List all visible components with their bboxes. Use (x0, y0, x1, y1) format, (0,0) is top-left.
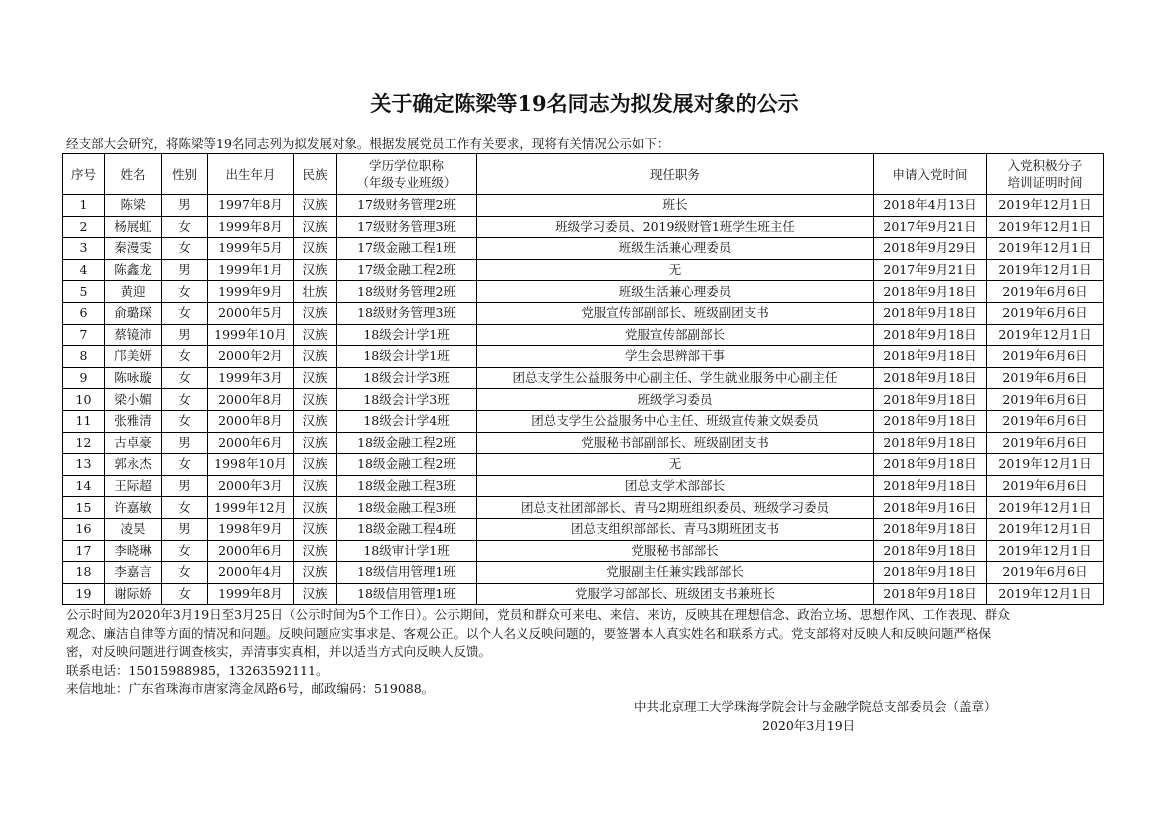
cell-activist-date: 2019年12月1日 (987, 259, 1104, 281)
table-row (63, 238, 1104, 260)
cell-name: 王际超 (105, 475, 162, 497)
candidates-table (62, 153, 1104, 605)
cell-gender: 女 (162, 346, 208, 368)
cell-activist-date: 2019年12月1日 (987, 583, 1104, 605)
cell-education: 18级金融工程4班 (337, 518, 477, 540)
cell-birth: 1999年12月 (208, 497, 294, 519)
cell-seq: 6 (63, 302, 105, 324)
cell-education: 17级金融工程2班 (337, 259, 477, 281)
cell-gender: 男 (162, 432, 208, 454)
cell-birth: 1999年5月 (208, 238, 294, 260)
cell-name: 凌昊 (105, 518, 162, 540)
cell-education: 18级金融工程3班 (337, 475, 477, 497)
cell-gender: 女 (162, 454, 208, 476)
cell-gender: 女 (162, 497, 208, 519)
table-row (63, 216, 1104, 238)
cell-birth: 2000年3月 (208, 475, 294, 497)
cell-position: 无 (477, 259, 874, 281)
cell-activist-date: 2019年12月1日 (987, 195, 1104, 217)
cell-seq: 4 (63, 259, 105, 281)
cell-gender: 女 (162, 540, 208, 562)
cell-position: 党服宣传部副部长、班级副团支书 (477, 302, 874, 324)
cell-activist-date: 2019年6月6日 (987, 432, 1104, 454)
header-activist-line2: 培训证明时间 (1007, 175, 1083, 190)
cell-apply-date: 2018年9月18日 (874, 410, 987, 432)
cell-birth: 2000年6月 (208, 432, 294, 454)
header-name: 姓名 (105, 154, 162, 195)
header-position: 现任职务 (477, 154, 874, 195)
cell-education: 18级信用管理1班 (337, 583, 477, 605)
cell-name: 杨展虹 (105, 216, 162, 238)
cell-education: 18级审计学1班 (337, 540, 477, 562)
contact-address: 来信地址：广东省珠海市唐家湾金凤路6号，邮政编码：519088。 (66, 681, 435, 696)
table-row (63, 302, 1104, 324)
cell-gender: 女 (162, 281, 208, 303)
cell-seq: 11 (63, 410, 105, 432)
cell-education: 17级财务管理2班 (337, 195, 477, 217)
cell-name: 李晓琳 (105, 540, 162, 562)
cell-seq: 12 (63, 432, 105, 454)
cell-gender: 男 (162, 259, 208, 281)
cell-position: 团总支学生公益服务中心主任、班级宣传兼文娱委员 (477, 410, 874, 432)
table-row (63, 454, 1104, 476)
cell-education: 18级金融工程3班 (337, 497, 477, 519)
header-education-line1: 学历学位职称 (368, 158, 444, 173)
cell-apply-date: 2018年9月29日 (874, 238, 987, 260)
cell-education: 18级会计学1班 (337, 324, 477, 346)
cell-ethnicity: 壮族 (294, 281, 337, 303)
cell-ethnicity: 汉族 (294, 540, 337, 562)
cell-activist-date: 2019年6月6日 (987, 302, 1104, 324)
cell-activist-date: 2019年6月6日 (987, 475, 1104, 497)
cell-ethnicity: 汉族 (294, 259, 337, 281)
cell-apply-date: 2018年9月18日 (874, 475, 987, 497)
cell-name: 谢际娇 (105, 583, 162, 605)
cell-name: 李嘉言 (105, 562, 162, 584)
cell-ethnicity: 汉族 (294, 562, 337, 584)
cell-position: 团总支社团部部长、青马2期班组织委员、班级学习委员 (477, 497, 874, 519)
cell-name: 郭永杰 (105, 454, 162, 476)
cell-name: 秦漫雯 (105, 238, 162, 260)
cell-position: 团总支组织部部长、青马3期班团支书 (477, 518, 874, 540)
cell-ethnicity: 汉族 (294, 238, 337, 260)
cell-birth: 1998年9月 (208, 518, 294, 540)
cell-apply-date: 2017年9月21日 (874, 259, 987, 281)
cell-gender: 女 (162, 562, 208, 584)
cell-activist-date: 2019年6月6日 (987, 389, 1104, 411)
table-row (63, 497, 1104, 519)
table-row (63, 475, 1104, 497)
cell-seq: 9 (63, 367, 105, 389)
table-row (63, 195, 1104, 217)
table-body (63, 195, 1104, 605)
cell-apply-date: 2018年9月18日 (874, 367, 987, 389)
cell-seq: 3 (63, 238, 105, 260)
cell-activist-date: 2019年6月6日 (987, 562, 1104, 584)
table-row (63, 367, 1104, 389)
cell-position: 党服学习部部长、班级团支书兼班长 (477, 583, 874, 605)
cell-gender: 女 (162, 216, 208, 238)
cell-position: 党服秘书部副部长、班级副团支书 (477, 432, 874, 454)
cell-birth: 2000年6月 (208, 540, 294, 562)
table-row (63, 432, 1104, 454)
cell-education: 18级会计学3班 (337, 367, 477, 389)
cell-position: 团总支学生公益服务中心副主任、学生就业服务中心副主任 (477, 367, 874, 389)
cell-education: 18级财务管理3班 (337, 302, 477, 324)
cell-name: 陈梁 (105, 195, 162, 217)
cell-ethnicity: 汉族 (294, 475, 337, 497)
table-header-row (63, 154, 1104, 195)
table-row (63, 281, 1104, 303)
cell-ethnicity: 汉族 (294, 216, 337, 238)
cell-apply-date: 2018年9月18日 (874, 324, 987, 346)
cell-gender: 男 (162, 195, 208, 217)
cell-birth: 1999年9月 (208, 281, 294, 303)
cell-birth: 2000年5月 (208, 302, 294, 324)
cell-birth: 2000年4月 (208, 562, 294, 584)
cell-seq: 16 (63, 518, 105, 540)
cell-birth: 1999年8月 (208, 583, 294, 605)
cell-birth: 1999年10月 (208, 324, 294, 346)
cell-education: 18级金融工程2班 (337, 454, 477, 476)
cell-name: 俞璐琛 (105, 302, 162, 324)
cell-position: 班级学习委员、2019级财管1班学生班主任 (477, 216, 874, 238)
table-row (63, 583, 1104, 605)
table-row (63, 540, 1104, 562)
cell-apply-date: 2017年9月21日 (874, 216, 987, 238)
notice-paragraph-line1: 公示时间为2020年3月19日至3月25日（公示时间为5个工作日）。公示期间，党员和群众可来电、来信、来访，反映其在理想信念、政治立场、思想作风、工作表现、群众 (66, 607, 1010, 622)
cell-name: 蔡镜沛 (105, 324, 162, 346)
cell-birth: 1998年10月 (208, 454, 294, 476)
cell-birth: 1997年8月 (208, 195, 294, 217)
cell-education: 18级信用管理1班 (337, 562, 477, 584)
cell-gender: 女 (162, 238, 208, 260)
cell-name: 黄迎 (105, 281, 162, 303)
cell-ethnicity: 汉族 (294, 454, 337, 476)
cell-education: 18级会计学3班 (337, 389, 477, 411)
cell-activist-date: 2019年12月1日 (987, 324, 1104, 346)
cell-education: 18级会计学1班 (337, 346, 477, 368)
cell-apply-date: 2018年9月18日 (874, 302, 987, 324)
cell-apply-date: 2018年9月18日 (874, 583, 987, 605)
cell-ethnicity: 汉族 (294, 389, 337, 411)
cell-apply-date: 2018年9月16日 (874, 497, 987, 519)
cell-apply-date: 2018年9月18日 (874, 518, 987, 540)
header-education (337, 154, 477, 195)
cell-birth: 1999年3月 (208, 367, 294, 389)
cell-ethnicity: 汉族 (294, 410, 337, 432)
cell-gender: 男 (162, 324, 208, 346)
cell-position: 团总支学术部部长 (477, 475, 874, 497)
cell-name: 张雅清 (105, 410, 162, 432)
cell-name: 邝美妍 (105, 346, 162, 368)
cell-position: 党服秘书部部长 (477, 540, 874, 562)
cell-apply-date: 2018年9月18日 (874, 562, 987, 584)
cell-gender: 男 (162, 518, 208, 540)
cell-seq: 5 (63, 281, 105, 303)
cell-birth: 2000年8月 (208, 410, 294, 432)
cell-ethnicity: 汉族 (294, 367, 337, 389)
header-activist-date (987, 154, 1104, 195)
cell-ethnicity: 汉族 (294, 346, 337, 368)
cell-activist-date: 2019年12月1日 (987, 216, 1104, 238)
table-row (63, 346, 1104, 368)
cell-ethnicity: 汉族 (294, 583, 337, 605)
cell-position: 党服副主任兼实践部部长 (477, 562, 874, 584)
cell-gender: 女 (162, 583, 208, 605)
cell-activist-date: 2019年12月1日 (987, 497, 1104, 519)
cell-seq: 15 (63, 497, 105, 519)
cell-apply-date: 2018年4月13日 (874, 195, 987, 217)
table-row (63, 410, 1104, 432)
header-seq: 序号 (63, 154, 105, 195)
cell-activist-date: 2019年6月6日 (987, 281, 1104, 303)
header-birth: 出生年月 (208, 154, 294, 195)
cell-education: 18级财务管理2班 (337, 281, 477, 303)
cell-activist-date: 2019年12月1日 (987, 454, 1104, 476)
notice-paragraph-line3: 密，对反映问题进行调查核实，弄清事实真相，并以适当方式向反映人反馈。 (66, 644, 492, 659)
cell-seq: 2 (63, 216, 105, 238)
table-row (63, 324, 1104, 346)
contact-phone: 联系电话：15015988985，13263592111。 (66, 662, 329, 678)
cell-position: 班级生活兼心理委员 (477, 281, 874, 303)
cell-activist-date: 2019年6月6日 (987, 410, 1104, 432)
issue-date: 2020年3月19日 (762, 718, 856, 733)
cell-education: 18级金融工程2班 (337, 432, 477, 454)
header-ethnicity: 民族 (294, 154, 337, 195)
cell-name: 陈咏璇 (105, 367, 162, 389)
cell-gender: 女 (162, 367, 208, 389)
cell-position: 无 (477, 454, 874, 476)
cell-position: 班级生活兼心理委员 (477, 238, 874, 260)
cell-name: 梁小媚 (105, 389, 162, 411)
notice-footer (66, 606, 1106, 699)
issuer-signature: 中共北京理工大学珠海学院会计与金融学院总支部委员会（盖章） (634, 699, 997, 714)
cell-position: 班级学习委员 (477, 389, 874, 411)
header-education-line2: （年级专业班级） (356, 175, 457, 190)
cell-ethnicity: 汉族 (294, 324, 337, 346)
cell-ethnicity: 汉族 (294, 432, 337, 454)
cell-birth: 2000年2月 (208, 346, 294, 368)
cell-seq: 7 (63, 324, 105, 346)
header-apply-date: 申请入党时间 (874, 154, 987, 195)
cell-birth: 2000年8月 (208, 389, 294, 411)
cell-ethnicity: 汉族 (294, 518, 337, 540)
cell-education: 17级财务管理3班 (337, 216, 477, 238)
cell-ethnicity: 汉族 (294, 497, 337, 519)
cell-seq: 1 (63, 195, 105, 217)
intro-text: 经支部大会研究，将陈梁等19名同志列为拟发展对象。根据发展党员工作有关要求，现将有关情况公示如下： (66, 136, 670, 151)
cell-gender: 男 (162, 475, 208, 497)
cell-education: 18级会计学4班 (337, 410, 477, 432)
cell-name: 陈鑫龙 (105, 259, 162, 281)
cell-activist-date: 2019年6月6日 (987, 346, 1104, 368)
cell-ethnicity: 汉族 (294, 302, 337, 324)
cell-apply-date: 2018年9月18日 (874, 281, 987, 303)
page-title: 关于确定陈梁等19名同志为拟发展对象的公示 (370, 91, 799, 116)
cell-apply-date: 2018年9月18日 (874, 346, 987, 368)
table-row (63, 518, 1104, 540)
cell-seq: 14 (63, 475, 105, 497)
cell-seq: 8 (63, 346, 105, 368)
cell-activist-date: 2019年6月6日 (987, 367, 1104, 389)
cell-gender: 女 (162, 302, 208, 324)
cell-name: 许嘉敏 (105, 497, 162, 519)
cell-birth: 1999年1月 (208, 259, 294, 281)
cell-seq: 18 (63, 562, 105, 584)
cell-activist-date: 2019年12月1日 (987, 238, 1104, 260)
notice-paragraph-line2: 观念、廉洁自律等方面的情况和问题。反映问题应实事求是、客观公正。以个人名义反映问题的，要签署本人真实姓名和联系方式。党支部将对反映人和反映问题严格保 (66, 625, 992, 641)
cell-seq: 17 (63, 540, 105, 562)
cell-education: 17级金融工程1班 (337, 238, 477, 260)
cell-gender: 女 (162, 389, 208, 411)
cell-activist-date: 2019年12月1日 (987, 518, 1104, 540)
cell-activist-date: 2019年12月1日 (987, 540, 1104, 562)
cell-position: 党服宣传部副部长 (477, 324, 874, 346)
cell-seq: 19 (63, 583, 105, 605)
cell-apply-date: 2018年9月18日 (874, 454, 987, 476)
header-gender: 性别 (162, 154, 208, 195)
table-row (63, 562, 1104, 584)
cell-apply-date: 2018年9月18日 (874, 540, 987, 562)
cell-seq: 13 (63, 454, 105, 476)
cell-apply-date: 2018年9月18日 (874, 389, 987, 411)
cell-birth: 1999年8月 (208, 216, 294, 238)
table-row (63, 259, 1104, 281)
cell-position: 班长 (477, 195, 874, 217)
cell-position: 学生会思辨部干事 (477, 346, 874, 368)
header-activist-line1: 入党积极分子 (1007, 158, 1083, 173)
table-row (63, 389, 1104, 411)
cell-ethnicity: 汉族 (294, 195, 337, 217)
cell-apply-date: 2018年9月18日 (874, 432, 987, 454)
cell-name: 古卓豪 (105, 432, 162, 454)
cell-seq: 10 (63, 389, 105, 411)
cell-gender: 女 (162, 410, 208, 432)
